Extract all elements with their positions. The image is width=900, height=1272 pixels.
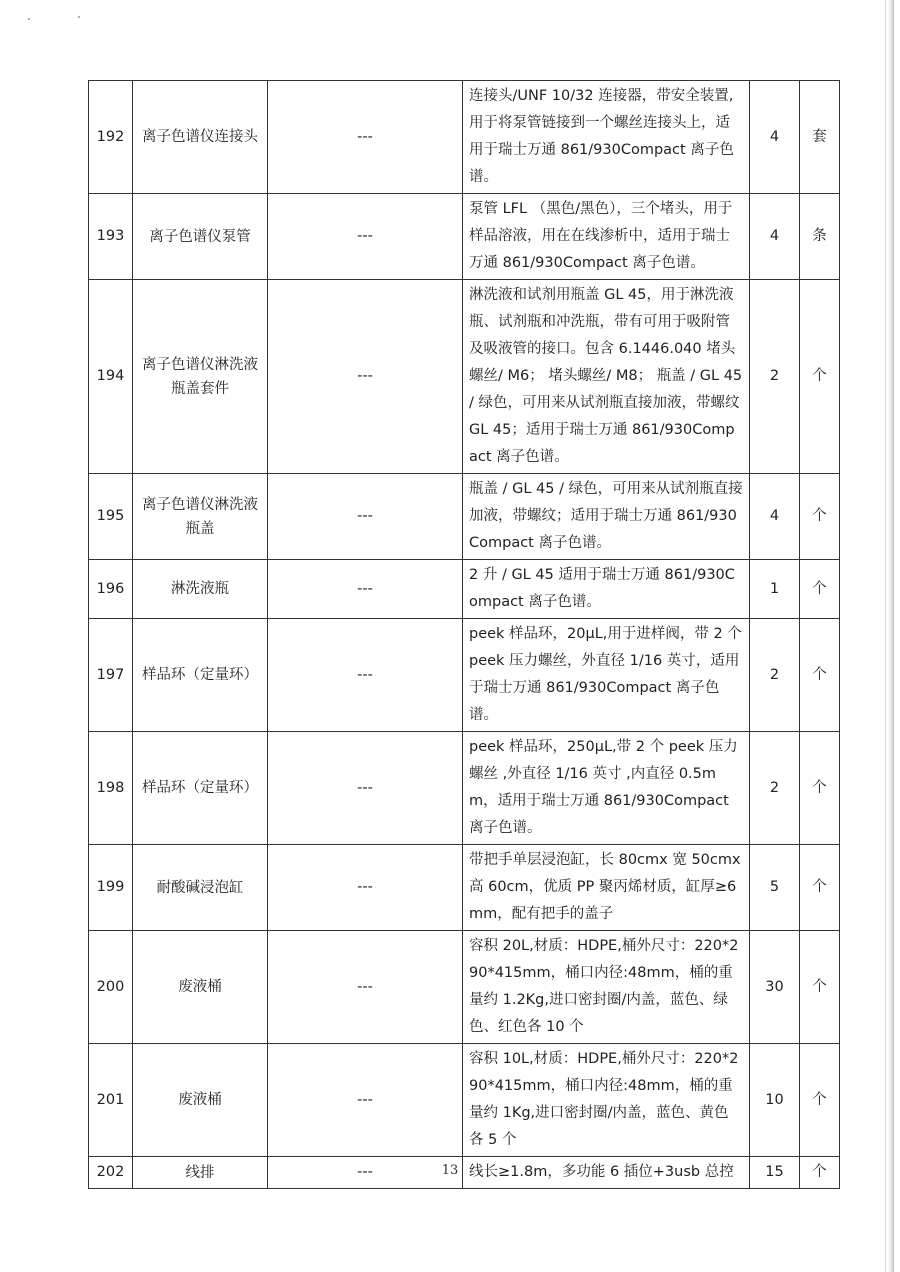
table-row <box>89 619 840 732</box>
item-unit: 个 <box>800 1157 840 1189</box>
item-description: 线长≥1.8m，多功能 6 插位+3usb 总控 <box>463 1157 750 1189</box>
item-spec: --- <box>268 81 463 194</box>
item-name: 样品环（定量环） <box>133 732 268 845</box>
item-number: 199 <box>89 845 133 931</box>
item-spec: --- <box>268 194 463 280</box>
item-spec: --- <box>268 1157 463 1189</box>
item-description: peek 样品环，20μL,用于进样阀，带 2 个 peek 压力螺丝，外直径 1/16 英寸，适用于瑞士万通 861/930Compact 离子色谱。 <box>463 619 750 732</box>
item-description: 连接头/UNF 10/32 连接器，带安全装置,用于将泵管链接到一个螺丝连接头上，适用于瑞士万通 861/930Compact 离子色谱。 <box>463 81 750 194</box>
item-number: 198 <box>89 732 133 845</box>
item-unit: 个 <box>800 732 840 845</box>
table-row <box>89 474 840 560</box>
item-quantity: 4 <box>750 474 800 560</box>
table-row <box>89 845 840 931</box>
item-quantity: 1 <box>750 560 800 619</box>
item-description: 带把手单层浸泡缸，长 80cmx 宽 50cmx 高 60cm，优质 PP 聚丙烯材质，缸厚≥6mm，配有把手的盖子 <box>463 845 750 931</box>
table-row <box>89 194 840 280</box>
item-unit: 个 <box>800 619 840 732</box>
item-number: 197 <box>89 619 133 732</box>
scan-speck <box>28 18 30 20</box>
table-row <box>89 1044 840 1157</box>
item-quantity: 2 <box>750 280 800 474</box>
item-description: 瓶盖 / GL 45 / 绿色，可用来从试剂瓶直接加液，带螺纹；适用于瑞士万通 861/930Compact 离子色谱。 <box>463 474 750 560</box>
item-name: 线排 <box>133 1157 268 1189</box>
item-number: 201 <box>89 1044 133 1157</box>
item-description: peek 样品环，250μL,带 2 个 peek 压力螺丝 ,外直径 1/16 英寸 ,内直径 0.5mm，适用于瑞士万通 861/930Compact 离子色谱。 <box>463 732 750 845</box>
item-quantity: 30 <box>750 931 800 1044</box>
item-number: 193 <box>89 194 133 280</box>
item-spec: --- <box>268 732 463 845</box>
page-edge-shadow <box>888 0 894 1272</box>
item-description: 2 升 / GL 45 适用于瑞士万通 861/930Compact 离子色谱。 <box>463 560 750 619</box>
item-unit: 条 <box>800 194 840 280</box>
item-description: 容积 10L,材质：HDPE,桶外尺寸：220*290*415mm，桶口内径:48mm，桶的重量约 1Kg,进口密封圈/内盖，蓝色、黄色各 5 个 <box>463 1044 750 1157</box>
item-quantity: 15 <box>750 1157 800 1189</box>
item-name: 淋洗液瓶 <box>133 560 268 619</box>
item-unit: 个 <box>800 845 840 931</box>
page-edge-line <box>885 0 886 1272</box>
item-number: 195 <box>89 474 133 560</box>
item-spec: --- <box>268 280 463 474</box>
scan-speck <box>78 16 80 18</box>
item-quantity: 10 <box>750 1044 800 1157</box>
item-quantity: 5 <box>750 845 800 931</box>
page-number: 13 <box>441 1163 459 1178</box>
item-name: 废液桶 <box>133 1044 268 1157</box>
item-spec: --- <box>268 474 463 560</box>
table-row <box>89 931 840 1044</box>
table-row <box>89 732 840 845</box>
item-unit: 个 <box>800 931 840 1044</box>
item-quantity: 2 <box>750 732 800 845</box>
item-unit: 个 <box>800 1044 840 1157</box>
item-description: 淋洗液和试剂用瓶盖 GL 45，用于淋洗液瓶、试剂瓶和冲洗瓶，带有可用于吸附管及吸液管的接口。包含 6.1446.040 堵头螺丝/ M6； 堵头螺丝/ M8； 瓶盖 / GL 45 / 绿色，可用来从试剂瓶直接加液，带螺纹 GL 45；适用于瑞士万通 861/930Compact 离子色谱。 <box>463 280 750 474</box>
item-description: 泵管 LFL （黑色/黑色），三个堵头，用于样品溶液，用在在线渗析中，适用于瑞士万通 861/930Compact 离子色谱。 <box>463 194 750 280</box>
item-name: 离子色谱仪淋洗液瓶盖 <box>133 474 268 560</box>
item-number: 196 <box>89 560 133 619</box>
item-name: 离子色谱仪淋洗液瓶盖套件 <box>133 280 268 474</box>
item-spec: --- <box>268 560 463 619</box>
item-spec: --- <box>268 845 463 931</box>
item-spec: --- <box>268 1044 463 1157</box>
item-description: 容积 20L,材质：HDPE,桶外尺寸：220*290*415mm，桶口内径:48mm，桶的重量约 1.2Kg,进口密封圈/内盖，蓝色、绿色、红色各 10 个 <box>463 931 750 1044</box>
item-quantity: 2 <box>750 619 800 732</box>
item-name: 样品环（定量环） <box>133 619 268 732</box>
item-name: 废液桶 <box>133 931 268 1044</box>
table-row <box>89 280 840 474</box>
item-table-body <box>89 81 840 1189</box>
table-row <box>89 560 840 619</box>
table-row <box>89 81 840 194</box>
item-unit: 个 <box>800 280 840 474</box>
item-number: 202 <box>89 1157 133 1189</box>
item-name: 离子色谱仪连接头 <box>133 81 268 194</box>
item-number: 194 <box>89 280 133 474</box>
item-unit: 套 <box>800 81 840 194</box>
item-table <box>88 80 840 1189</box>
item-number: 192 <box>89 81 133 194</box>
item-unit: 个 <box>800 474 840 560</box>
item-quantity: 4 <box>750 194 800 280</box>
item-unit: 个 <box>800 560 840 619</box>
item-name: 离子色谱仪泵管 <box>133 194 268 280</box>
item-spec: --- <box>268 619 463 732</box>
item-spec: --- <box>268 931 463 1044</box>
item-name: 耐酸碱浸泡缸 <box>133 845 268 931</box>
item-quantity: 4 <box>750 81 800 194</box>
item-number: 200 <box>89 931 133 1044</box>
